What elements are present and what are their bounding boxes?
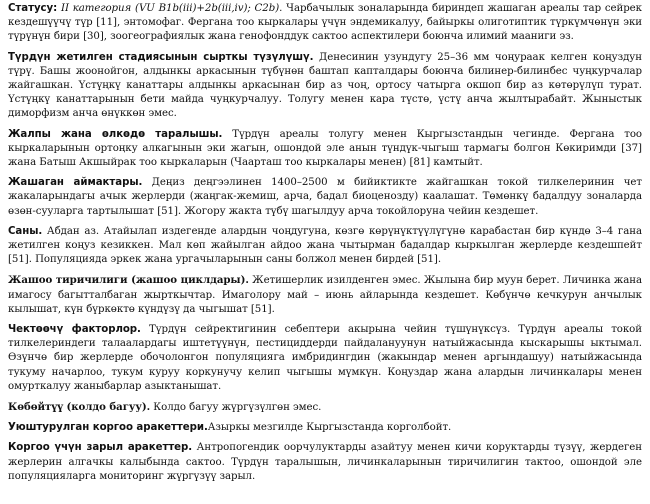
distribution-text: Түрдүн ареалы толугу менен Кыргызстандын чегинде. Фергана тоо кыркаларынын ортоңку алкагынын эки жагын, ошондой эле анын түндүк-чыгыш тармагы болгон Көкиримди [37] жана Батыш Акшыйрак тоо кыркаларын (Чаарташ тоо кыркалары менен) [81] камтыйт. <box>8 128 642 169</box>
description-paragraph <box>8 51 642 122</box>
description-text: Денесинин узундугу 25–36 мм чоңураак келген коңуздун түрү. Башы жоонойгон, алдынкы аркасынын түбүнөн баштап капталдары боюнча билинер-билинбес чуңкурчалар жайгашкан. Үстүңкү канаттары алдынкы аркасынан бир аз чоң, ортосу чатырга окшоп бир аз көтөрүлүп турат. Үстүңкү канаттарынын бети майда чуңкурчалуу. Толугу менен кара түстө, үстү анча жылтырабайт. Жыныстык диморфизм анча өнүккөн эмес. <box>8 51 642 120</box>
lifecycle-heading: Жашоо тиричилиги (жашоо циклдары). <box>8 274 249 287</box>
status-category: II категория (VU B1b(iii)+2b(iii,iv); C2b). <box>60 3 283 14</box>
distribution-paragraph <box>8 128 642 171</box>
distribution-heading: Жалпы жана өлкөдө таралышы. <box>8 128 223 140</box>
protection-heading: Уюштурулган коргоо аракеттери. <box>8 422 208 434</box>
abundance-text: Абдан аз. Атайылап издегенде алардын чоңдугуна, көзгө көрүнүктүүлүгүнө карабастан бир күндө 3–4 гана жетилген коңуз кезиккен. Мал көп жайылган айдоо жана чытырман бадалдар кыркылган жерлерде кездешпейт [51]. Популяцияда эркек жана ургачыларынын саны болжол менен бирдей [51]. <box>8 225 642 266</box>
measures-text: Антропогендик оорчулуктарды азайтуу менен кичи коруктарды түзүү, жердеген жерлерин алгачкы калыбында сактоо. Түрдүн таралышын, личинкаларынын тиричилигин тактоо, ошондой эле популяцияларга мониторинг жүргүзүү зарыл. <box>8 442 642 482</box>
measures-heading: Коргоо үчүн зарыл аракеттер. <box>8 442 193 454</box>
abundance-heading: Саны. <box>8 225 43 237</box>
breeding-text: Колдо багуу жүргүзүлгөн эмес. <box>150 402 322 414</box>
limiting-text: Түрдүн сейректигинин себептери акырына чейин түшүнүксүз. Түрдүн ареалы токой тилкелериндеги талаалардагы иштетүүнүн, пестициддерди пайдалануунун натыйжасында кыскарышы ыктымал. Өзүнчө бир жерлерде обочолонгон популяцияга имбридингдин (жакындар менен аргындашуу) натыйжасында тукуму начарлоо, тукум куруу коркунучу келип чыгышы мүмкүн. Коңуздар жана алардын личинкалары менен омурткалуу жаныбарлар азыктанышат. <box>8 324 642 392</box>
status-heading: Статусу: <box>8 3 58 14</box>
habitat-paragraph <box>8 176 642 219</box>
habitat-text: Деңиз деңгээлинен 1400–2500 м бийиктикте жайгашкан токой тилкелеринин чет жакаларындагы ачык жерлерди (жаңгак-жемиш, арча, бадал биоценозду) каалашат. Төмөнкү бадалдуу зоналарда өзөн-сууларга тартылышат [51]. Жогору жакта түбү шагылдуу арча токойлоруна чейин кездешет. <box>8 177 642 217</box>
protection-text: Азыркы мезгилде Кыргызстанда корголбойт. <box>207 422 452 434</box>
breeding-heading: Көбөйтүү (колдо багуу). <box>8 401 151 414</box>
description-heading: Түрдүн жетилген стадиясынын сырткы түзүлүшү. <box>8 51 314 63</box>
limiting-heading: Чектөөчү факторлор. <box>8 324 141 336</box>
status-text: Чарбачылык зоналарында бириндеп жашаган ареалы тар сейрек кездешүүчү түр [11], энтомофаг. Фергана тоо кыркалары үчүн эндемикалуу, байыркы олиготиптик түркүмчөнүн эки түрүнүн бири [30], зоогеографиялык жана генофонддук сактоо аспектилери боюнча илимий мааниги эз. <box>8 3 642 43</box>
protection-paragraph <box>8 421 642 435</box>
abundance-paragraph <box>8 225 642 268</box>
limiting-paragraph <box>8 323 642 394</box>
breeding-paragraph <box>8 400 642 415</box>
lifecycle-paragraph <box>8 273 642 317</box>
habitat-heading: Жашаган аймактары. <box>8 177 143 189</box>
status-paragraph <box>8 2 642 45</box>
lifecycle-text: Жетишерлик изилденген эмес. Жылына бир муун берет. Личинка жана имагосу багытталбаган жырткычтар. Имаголору май – июнь айларында кездешет. Көбүнчө кечкурун анчылык кылышат, күн бүркөктө күндүзү да чыгышат [51]. <box>8 275 642 315</box>
measures-paragraph <box>8 441 642 484</box>
